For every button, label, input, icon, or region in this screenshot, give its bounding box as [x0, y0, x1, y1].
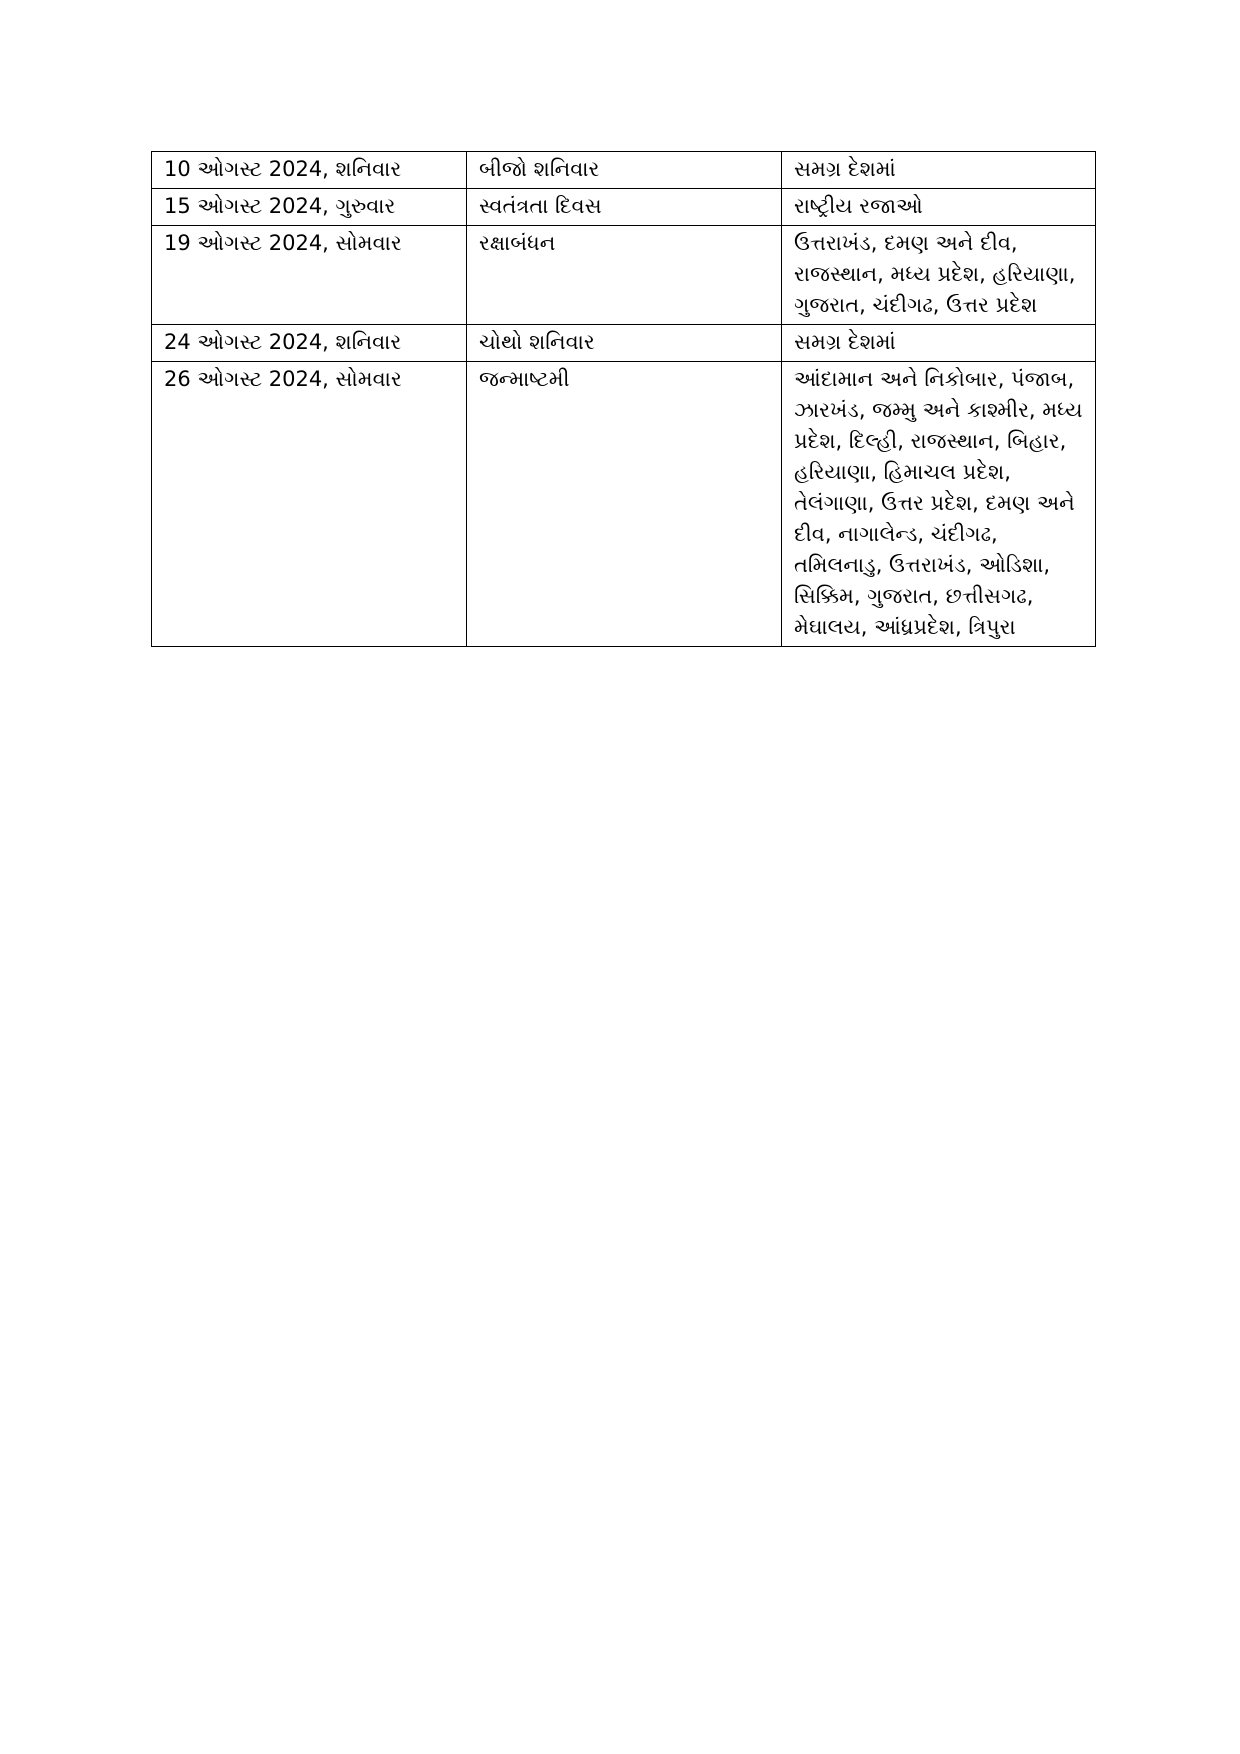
date-cell: 24 ઓગસ્ટ 2024, શનિવાર	[152, 325, 467, 362]
date-cell: 26 ઓગસ્ટ 2024, સોમવાર	[152, 362, 467, 647]
date-cell: 10 ઓગસ્ટ 2024, શનિવાર	[152, 152, 467, 189]
table-row	[152, 152, 1096, 189]
table-row	[152, 189, 1096, 226]
regions-cell: સમગ્ર દેશમાં	[782, 152, 1096, 189]
regions-cell: સમગ્ર દેશમાં	[782, 325, 1096, 362]
table-row	[152, 226, 1096, 325]
regions-cell: આંદામાન અને નિકોબાર, પંજાબ, ઝારખંડ, જમ્મુ અને કાશ્મીર, મધ્ય પ્રદેશ, દિલ્હી, રાજસ્થાન, બિહાર, હરિયાણા, હિમાચલ પ્રદેશ, તેલંગાણા, ઉત્તર પ્રદેશ, દમણ અને દીવ, નાગાલેન્ડ, ચંદીગઢ, તમિલનાડુ, ઉત્તરાખંડ, ઓડિશા, સિક્કિમ, ગુજરાત, છત્તીસગઢ, મેઘાલય, આંધ્રપ્રદેશ, ત્રિપુરા	[782, 362, 1096, 647]
date-cell: 15 ઓગસ્ટ 2024, ગુરુવાર	[152, 189, 467, 226]
occasion-cell: બીજો શનિવાર	[467, 152, 782, 189]
table-row	[152, 362, 1096, 647]
occasion-cell: ચોથો શનિવાર	[467, 325, 782, 362]
occasion-cell: સ્વતંત્રતા દિવસ	[467, 189, 782, 226]
holiday-table	[151, 151, 1096, 647]
regions-cell: રાષ્ટ્રીય રજાઓ	[782, 189, 1096, 226]
date-cell: 19 ઓગસ્ટ 2024, સોમવાર	[152, 226, 467, 325]
occasion-cell: રક્ષાબંધન	[467, 226, 782, 325]
regions-cell: ઉત્તરાખંડ, દમણ અને દીવ, રાજસ્થાન, મધ્ય પ્રદેશ, હરિયાણા, ગુજરાત, ચંદીગઢ, ઉત્તર પ્રદેશ	[782, 226, 1096, 325]
table-row	[152, 325, 1096, 362]
occasion-cell: જન્માષ્ટમી	[467, 362, 782, 647]
